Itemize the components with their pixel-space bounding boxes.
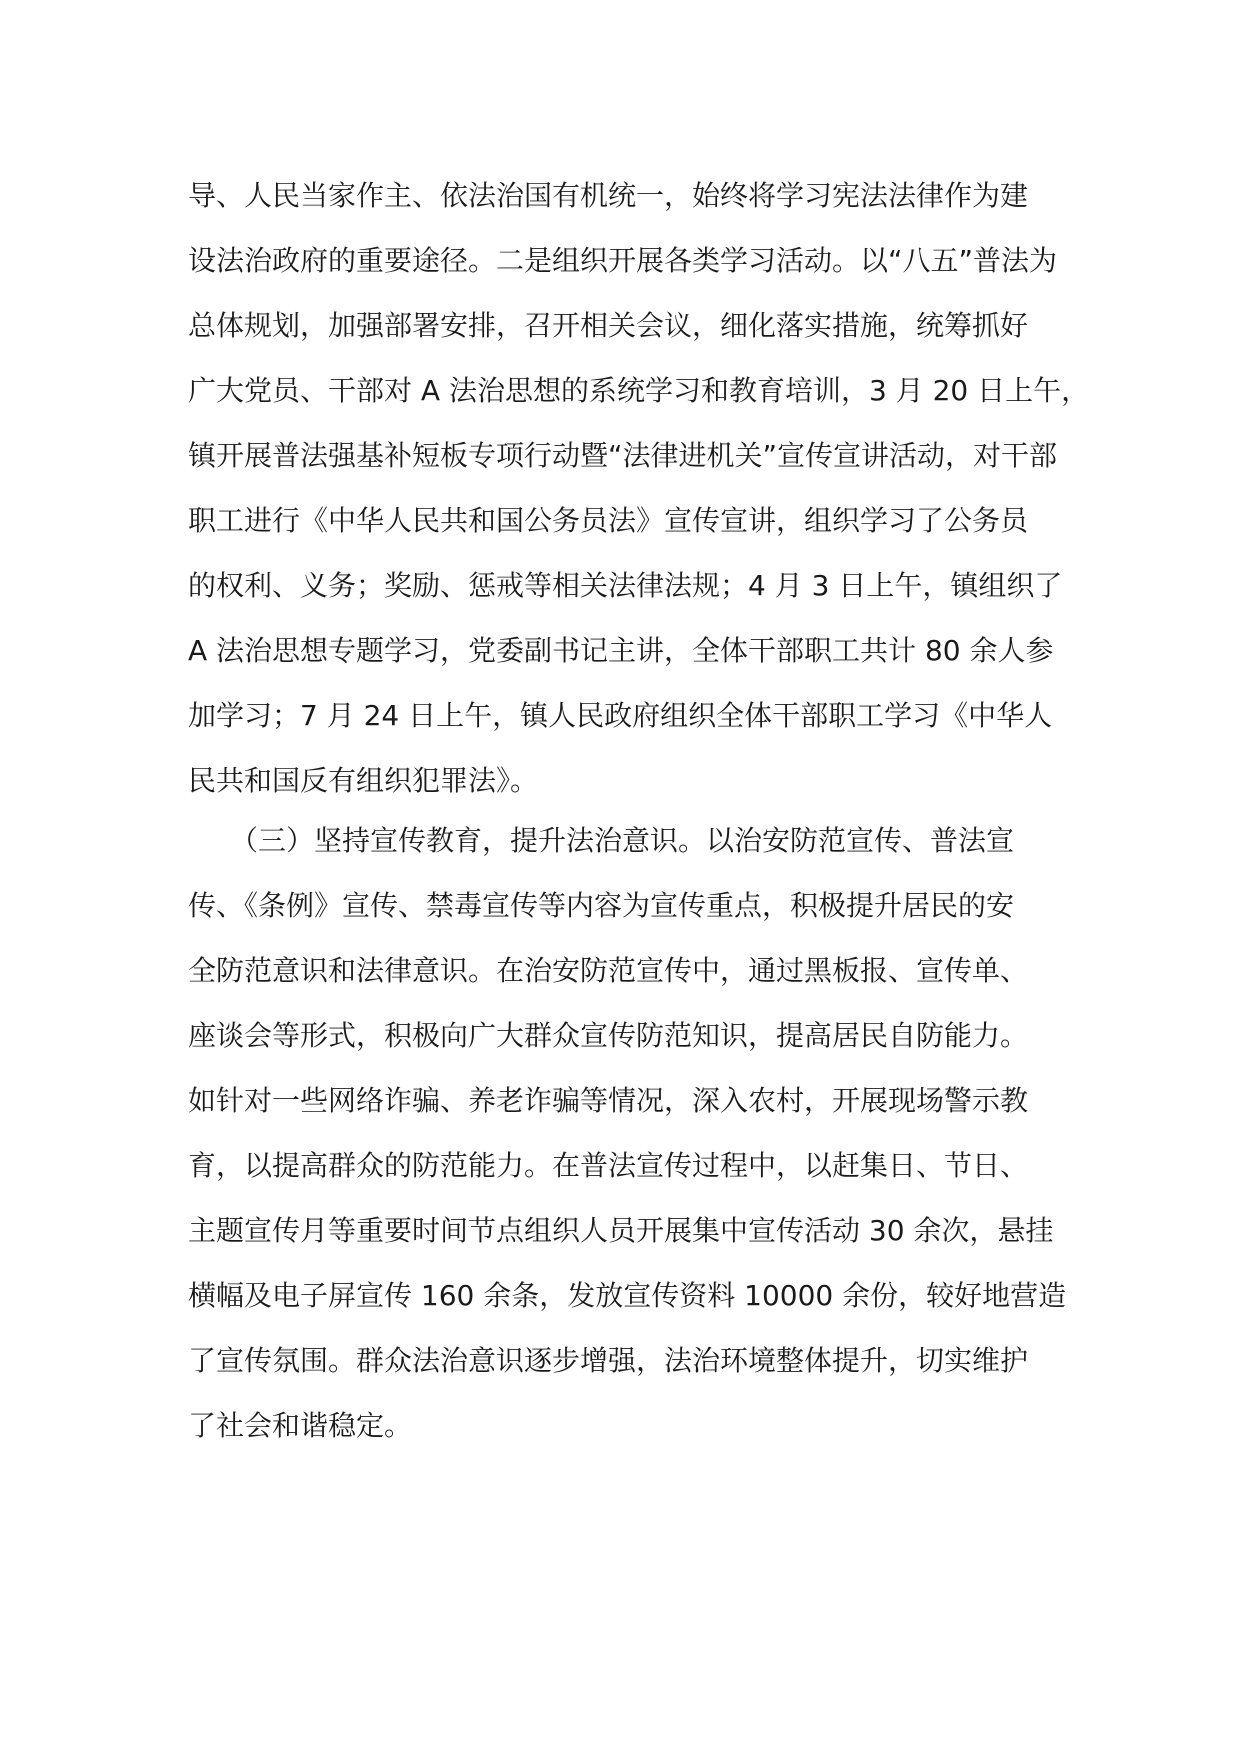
paragraph-line: 了社会和谐稳定。 — [188, 1409, 413, 1442]
paragraph-line: 设法治政府的重要途径。二是组织开展各类学习活动。以“八五”普法为 — [188, 244, 1058, 277]
paragraph-line: 了宣传氛围。群众法治意识逐步增强，法治环境整体提升，切实维护 — [188, 1344, 1029, 1377]
paragraph-continuation — [188, 175, 1090, 825]
paragraph-line: 座谈会等形式，积极向广大群众宣传防范知识，提高居民自防能力。 — [188, 1019, 1029, 1052]
paragraph-line: 主题宣传月等重要时间节点组织人员开展集中宣传活动 30 余次，悬挂 — [188, 1214, 1054, 1247]
paragraph-line: 民共和国反有组织犯罪法》。 — [188, 764, 539, 797]
paragraph-line: 传、《条例》宣传、禁毒宣传等内容为宣传重点，积极提升居民的安 — [188, 889, 1015, 922]
paragraph-line: 加学习；7 月 24 日上午，镇人民政府组织全体干部职工学习《中华人 — [188, 699, 1053, 732]
paragraph-line: 横幅及电子屏宣传 160 余条，发放宣传资料 10000 余份，较好地营造 — [188, 1279, 1067, 1312]
paragraph-line: 的权利、义务；奖励、惩戒等相关法律法规；4 月 3 日上午，镇组织了 — [188, 569, 1063, 602]
paragraph-line: 导、人民当家作主、依法治国有机统一，始终将学习宪法法律作为建 — [188, 179, 1029, 212]
paragraph-section-three — [188, 820, 1068, 1470]
paragraph-line: 育，以提高群众的防范能力。在普法宣传过程中，以赶集日、节日、 — [188, 1149, 1029, 1182]
paragraph-line: 镇开展普法强基补短板专项行动暨“法律进机关”宣传宣讲活动，对干部 — [188, 439, 1058, 472]
paragraph-line: 全防范意识和法律意识。在治安防范宣传中，通过黑板报、宣传单、 — [188, 954, 1029, 987]
paragraph-line: A 法治思想专题学习，党委副书记主讲，全体干部职工共计 80 余人参 — [188, 634, 1054, 667]
paragraph-line: 职工进行《中华人民共和国公务员法》宣传宣讲，组织学习了公务员 — [188, 504, 1029, 537]
paragraph-line: （三）坚持宣传教育，提升法治意识。以治安防范宣传、普法宣 — [188, 824, 1015, 857]
paragraph-line: 广大党员、干部对 A 法治思想的系统学习和教育培训，3 月 20 日上午， — [188, 374, 1090, 407]
paragraph-line: 总体规划，加强部署安排，召开相关会议，细化落实措施，统筹抓好 — [188, 309, 1029, 342]
paragraph-line: 如针对一些网络诈骗、养老诈骗等情况，深入农村，开展现场警示教 — [188, 1084, 1029, 1117]
